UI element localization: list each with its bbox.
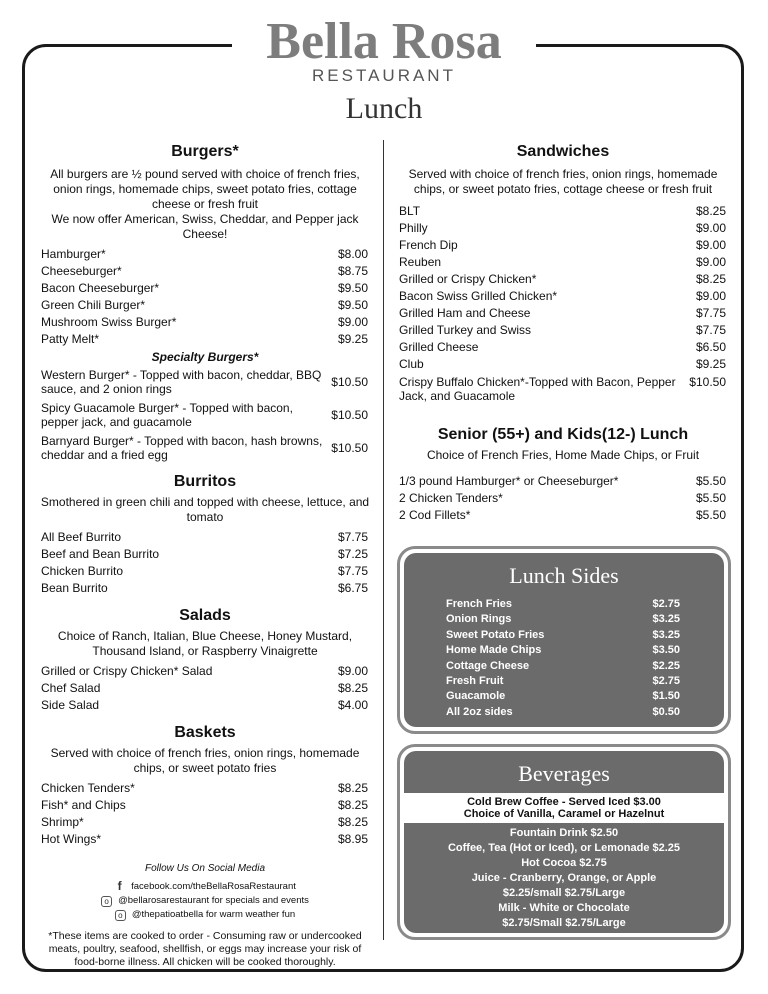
menu-item <box>38 432 372 465</box>
sandwiches-list <box>396 203 730 406</box>
side-price: $1.50 <box>652 690 680 703</box>
instagram-icon: o <box>101 896 112 907</box>
side-item <box>446 689 680 704</box>
side-item <box>446 612 680 627</box>
item-name: Patty Melt* <box>41 332 100 346</box>
side-item <box>446 628 680 643</box>
menu-item <box>396 356 730 373</box>
baskets-desc: Served with choice of french fries, onion rings, homemade chips, or sweet potato fries <box>50 746 360 775</box>
item-price: $10.50 <box>331 441 368 455</box>
item-name: French Dip <box>399 238 458 252</box>
item-price: $6.75 <box>337 581 368 595</box>
item-price: $9.00 <box>337 315 368 329</box>
menu-title: Lunch <box>345 92 423 125</box>
item-price: $10.50 <box>689 375 726 389</box>
side-price: $2.75 <box>652 675 680 688</box>
burgers-title: Burgers* <box>171 143 239 160</box>
menu-item <box>396 373 730 406</box>
item-name: Grilled Ham and Cheese <box>399 306 531 320</box>
lunch-sides-list <box>404 589 724 720</box>
facebook-link-row[interactable] <box>38 880 372 894</box>
item-price: $7.75 <box>337 530 368 544</box>
beverage-line: Milk - White or Chocolate <box>498 902 630 914</box>
menu-item <box>38 797 372 814</box>
item-price: $8.25 <box>695 204 726 218</box>
item-name: 2 Chicken Tenders* <box>399 491 503 505</box>
menu-item <box>38 246 372 263</box>
item-name: Cheeseburger* <box>41 264 122 278</box>
menu-item <box>38 280 372 297</box>
item-name: Club <box>399 357 424 371</box>
item-price: $8.25 <box>337 781 368 795</box>
menu-item <box>396 220 730 237</box>
burgers-desc: All burgers are ½ pound served with choice of french fries, onion rings, homemade chips, sweet potato fries, cottage cheese or fresh fruit <box>50 167 360 211</box>
item-price: $9.50 <box>337 298 368 312</box>
senior-kids-title: Senior (55+) and Kids(12-) Lunch <box>437 426 689 443</box>
item-name: Crispy Buffalo Chicken*-Topped with Bacon, Pepper Jack, and Guacamole <box>399 375 676 403</box>
side-name: French Fries <box>446 598 513 610</box>
baskets-title: Baskets <box>174 724 236 741</box>
food-safety-disclaimer: *These items are cooked to order - Consuming raw or undercooked meats, poultry, seafood, shellfish, or eggs may increase your risk of food-borne illness. All chicken will be cooked thoroughly. <box>48 930 362 968</box>
beverage-line: Coffee, Tea (Hot or Iced), or Lemonade $2.25 <box>447 842 681 854</box>
side-name: Sweet Potato Fries <box>446 628 545 641</box>
menu-item <box>38 697 372 714</box>
item-name: Western Burger* - Topped with bacon, cheddar, BBQ sauce, and 2 onion rings <box>41 368 322 396</box>
item-price: $10.50 <box>331 375 368 389</box>
item-name: Shrimp* <box>41 815 84 829</box>
burgers-list <box>38 246 372 348</box>
item-price: $8.25 <box>337 681 368 695</box>
senior-kids-desc: Choice of French Fries, Home Made Chips, or Fruit <box>426 448 700 462</box>
menu-item <box>38 366 372 399</box>
item-price: $7.75 <box>695 323 726 337</box>
lunch-sides-box <box>397 546 731 734</box>
item-price: $8.25 <box>695 272 726 286</box>
burritos-title: Burritos <box>173 473 237 490</box>
item-name: Hamburger* <box>41 247 106 261</box>
item-name: Side Salad <box>41 698 100 712</box>
menu-item <box>396 322 730 339</box>
instagram-handle-1[interactable]: @bellarosarestaurant for specials and events <box>118 895 309 906</box>
instagram-handle-2[interactable]: @thepatioatbella for warm weather fun <box>131 909 296 920</box>
side-name: Guacamole <box>446 690 506 703</box>
item-price: $8.95 <box>337 832 368 846</box>
brand-subtitle: RESTAURANT <box>312 66 456 85</box>
menu-item <box>38 780 372 797</box>
item-price: $7.75 <box>695 306 726 320</box>
side-name: All 2oz sides <box>446 705 513 718</box>
item-price: $5.50 <box>695 474 726 488</box>
beverages-title: Beverages <box>518 761 610 786</box>
salads-desc: Choice of Ranch, Italian, Blue Cheese, Honey Mustard, Thousand Island, or Raspberry Vinaigrette <box>57 629 353 658</box>
item-name: Fish* and Chips <box>41 798 126 812</box>
cold-brew-line-2: Choice of Vanilla, Caramel or Hazelnut <box>463 808 665 820</box>
menu-item <box>396 507 730 524</box>
burgers-note: We now offer American, Swiss, Cheddar, and Pepper jack Cheese! <box>51 212 359 241</box>
item-price: $9.25 <box>337 332 368 346</box>
item-price: $9.00 <box>695 289 726 303</box>
item-price: $6.50 <box>695 340 726 354</box>
item-price: $9.00 <box>695 221 726 235</box>
specialty-burgers-title: Specialty Burgers* <box>151 350 259 364</box>
side-item <box>446 643 680 658</box>
cold-brew-line-1: Cold Brew Coffee - Served Iced $3.00 <box>467 796 661 808</box>
item-name: Hot Wings* <box>41 832 102 846</box>
item-name: Spicy Guacamole Burger* - Topped with bacon, pepper jack, and guacamole <box>41 401 293 429</box>
beverage-line: Fountain Drink $2.50 <box>509 827 619 839</box>
brand-logo <box>232 14 536 100</box>
side-name: Onion Rings <box>446 613 512 626</box>
menu-item <box>38 831 372 848</box>
item-name: Bacon Swiss Grilled Chicken* <box>399 289 558 303</box>
item-name: 2 Cod Fillets* <box>399 508 471 522</box>
item-price: $4.00 <box>337 698 368 712</box>
menu-item <box>38 529 372 546</box>
menu-item <box>38 814 372 831</box>
burritos-list <box>38 529 372 597</box>
instagram-link-row[interactable] <box>38 908 372 922</box>
side-price: $3.25 <box>652 628 680 641</box>
menu-item <box>396 288 730 305</box>
item-name: Chef Salad <box>41 681 101 695</box>
item-name: Barnyard Burger* - Topped with bacon, hash browns, cheddar and a fried egg <box>41 434 323 462</box>
beverages-box <box>397 744 731 940</box>
side-price: $2.75 <box>652 598 680 610</box>
cold-brew-banner <box>404 793 724 823</box>
side-name: Fresh Fruit <box>446 675 504 688</box>
item-name: Reuben <box>399 255 442 269</box>
side-price: $2.25 <box>652 659 680 672</box>
right-column <box>396 143 730 524</box>
item-price: $5.50 <box>695 491 726 505</box>
menu-item <box>38 680 372 697</box>
item-price: $9.00 <box>337 664 368 678</box>
item-name: Bacon Cheeseburger* <box>41 281 160 295</box>
sandwiches-title: Sandwiches <box>516 143 610 160</box>
item-name: Green Chili Burger* <box>41 298 146 312</box>
side-name: Home Made Chips <box>446 644 542 657</box>
menu-item <box>396 473 730 490</box>
menu-item <box>396 254 730 271</box>
item-name: Grilled or Crispy Chicken* Salad <box>41 664 213 678</box>
item-name: 1/3 pound Hamburger* or Cheeseburger* <box>399 474 619 488</box>
menu-item <box>396 490 730 507</box>
side-name: Cottage Cheese <box>446 659 530 672</box>
social-media <box>38 862 372 922</box>
item-name: Bean Burrito <box>41 581 108 595</box>
sandwiches-desc: Served with choice of french fries, onion rings, homemade chips, or sweet potato fries, cottage cheese or fresh fruit <box>408 167 718 196</box>
menu-item <box>38 331 372 348</box>
salads-title: Salads <box>179 607 231 624</box>
side-item <box>446 705 680 720</box>
item-price: $5.50 <box>695 508 726 522</box>
side-item <box>446 674 680 689</box>
item-price: $9.25 <box>695 357 726 371</box>
burritos-desc: Smothered in green chili and topped with cheese, lettuce, and tomato <box>40 495 370 524</box>
item-name: Grilled or Crispy Chicken* <box>399 272 537 286</box>
menu-item <box>38 263 372 280</box>
item-name: BLT <box>399 204 421 218</box>
menu-item <box>38 580 372 597</box>
menu-item <box>38 546 372 563</box>
side-item <box>446 597 680 612</box>
item-price: $8.25 <box>337 798 368 812</box>
item-price: $8.00 <box>337 247 368 261</box>
column-divider <box>383 140 384 940</box>
facebook-url[interactable]: facebook.com/theBellaRosaRestaurant <box>131 881 296 892</box>
beverages-panel <box>404 751 724 933</box>
lunch-sides-title: Lunch Sides <box>509 563 619 588</box>
item-price: $9.00 <box>695 255 726 269</box>
menu-item <box>396 203 730 220</box>
item-price: $10.50 <box>331 408 368 422</box>
side-price: $3.50 <box>652 644 680 657</box>
item-price: $8.25 <box>337 815 368 829</box>
beverage-line: Hot Cocoa $2.75 <box>521 857 607 869</box>
item-price: $7.75 <box>337 564 368 578</box>
instagram-link-row[interactable] <box>38 894 372 908</box>
side-price: $3.25 <box>652 613 680 626</box>
beverage-line: $2.75/Small $2.75/Large <box>502 917 626 929</box>
facebook-icon: f <box>117 878 122 893</box>
menu-item <box>38 399 372 432</box>
item-name: All Beef Burrito <box>41 530 122 544</box>
salads-list <box>38 663 372 714</box>
item-name: Chicken Tenders* <box>41 781 135 795</box>
side-item <box>446 659 680 674</box>
menu-item <box>38 314 372 331</box>
item-name: Beef and Bean Burrito <box>41 547 160 561</box>
follow-us-label: Follow Us On Social Media <box>144 863 266 874</box>
side-price: $0.50 <box>652 705 680 718</box>
item-price: $9.00 <box>695 238 726 252</box>
item-name: Grilled Cheese <box>399 340 479 354</box>
left-column <box>38 143 372 969</box>
menu-item <box>396 339 730 356</box>
lunch-sides-panel <box>404 553 724 727</box>
item-name: Chicken Burrito <box>41 564 124 578</box>
item-price: $7.25 <box>337 547 368 561</box>
menu-item <box>38 663 372 680</box>
menu-item <box>396 271 730 288</box>
beverage-line: Juice - Cranberry, Orange, or Apple <box>471 872 657 884</box>
item-name: Grilled Turkey and Swiss <box>399 323 532 337</box>
item-price: $8.75 <box>337 264 368 278</box>
beverages-list <box>404 823 724 931</box>
item-name: Mushroom Swiss Burger* <box>41 315 177 329</box>
menu-item <box>396 305 730 322</box>
specialty-burgers-list <box>38 366 372 465</box>
menu-item <box>396 237 730 254</box>
menu-item <box>38 297 372 314</box>
menu-item <box>38 563 372 580</box>
instagram-icon: o <box>115 910 126 921</box>
brand-name: Bella Rosa <box>266 13 502 70</box>
item-name: Philly <box>399 221 428 235</box>
baskets-list <box>38 780 372 848</box>
beverage-line: $2.25/small $2.75/Large <box>502 887 626 899</box>
item-price: $9.50 <box>337 281 368 295</box>
senior-kids-list <box>396 473 730 524</box>
